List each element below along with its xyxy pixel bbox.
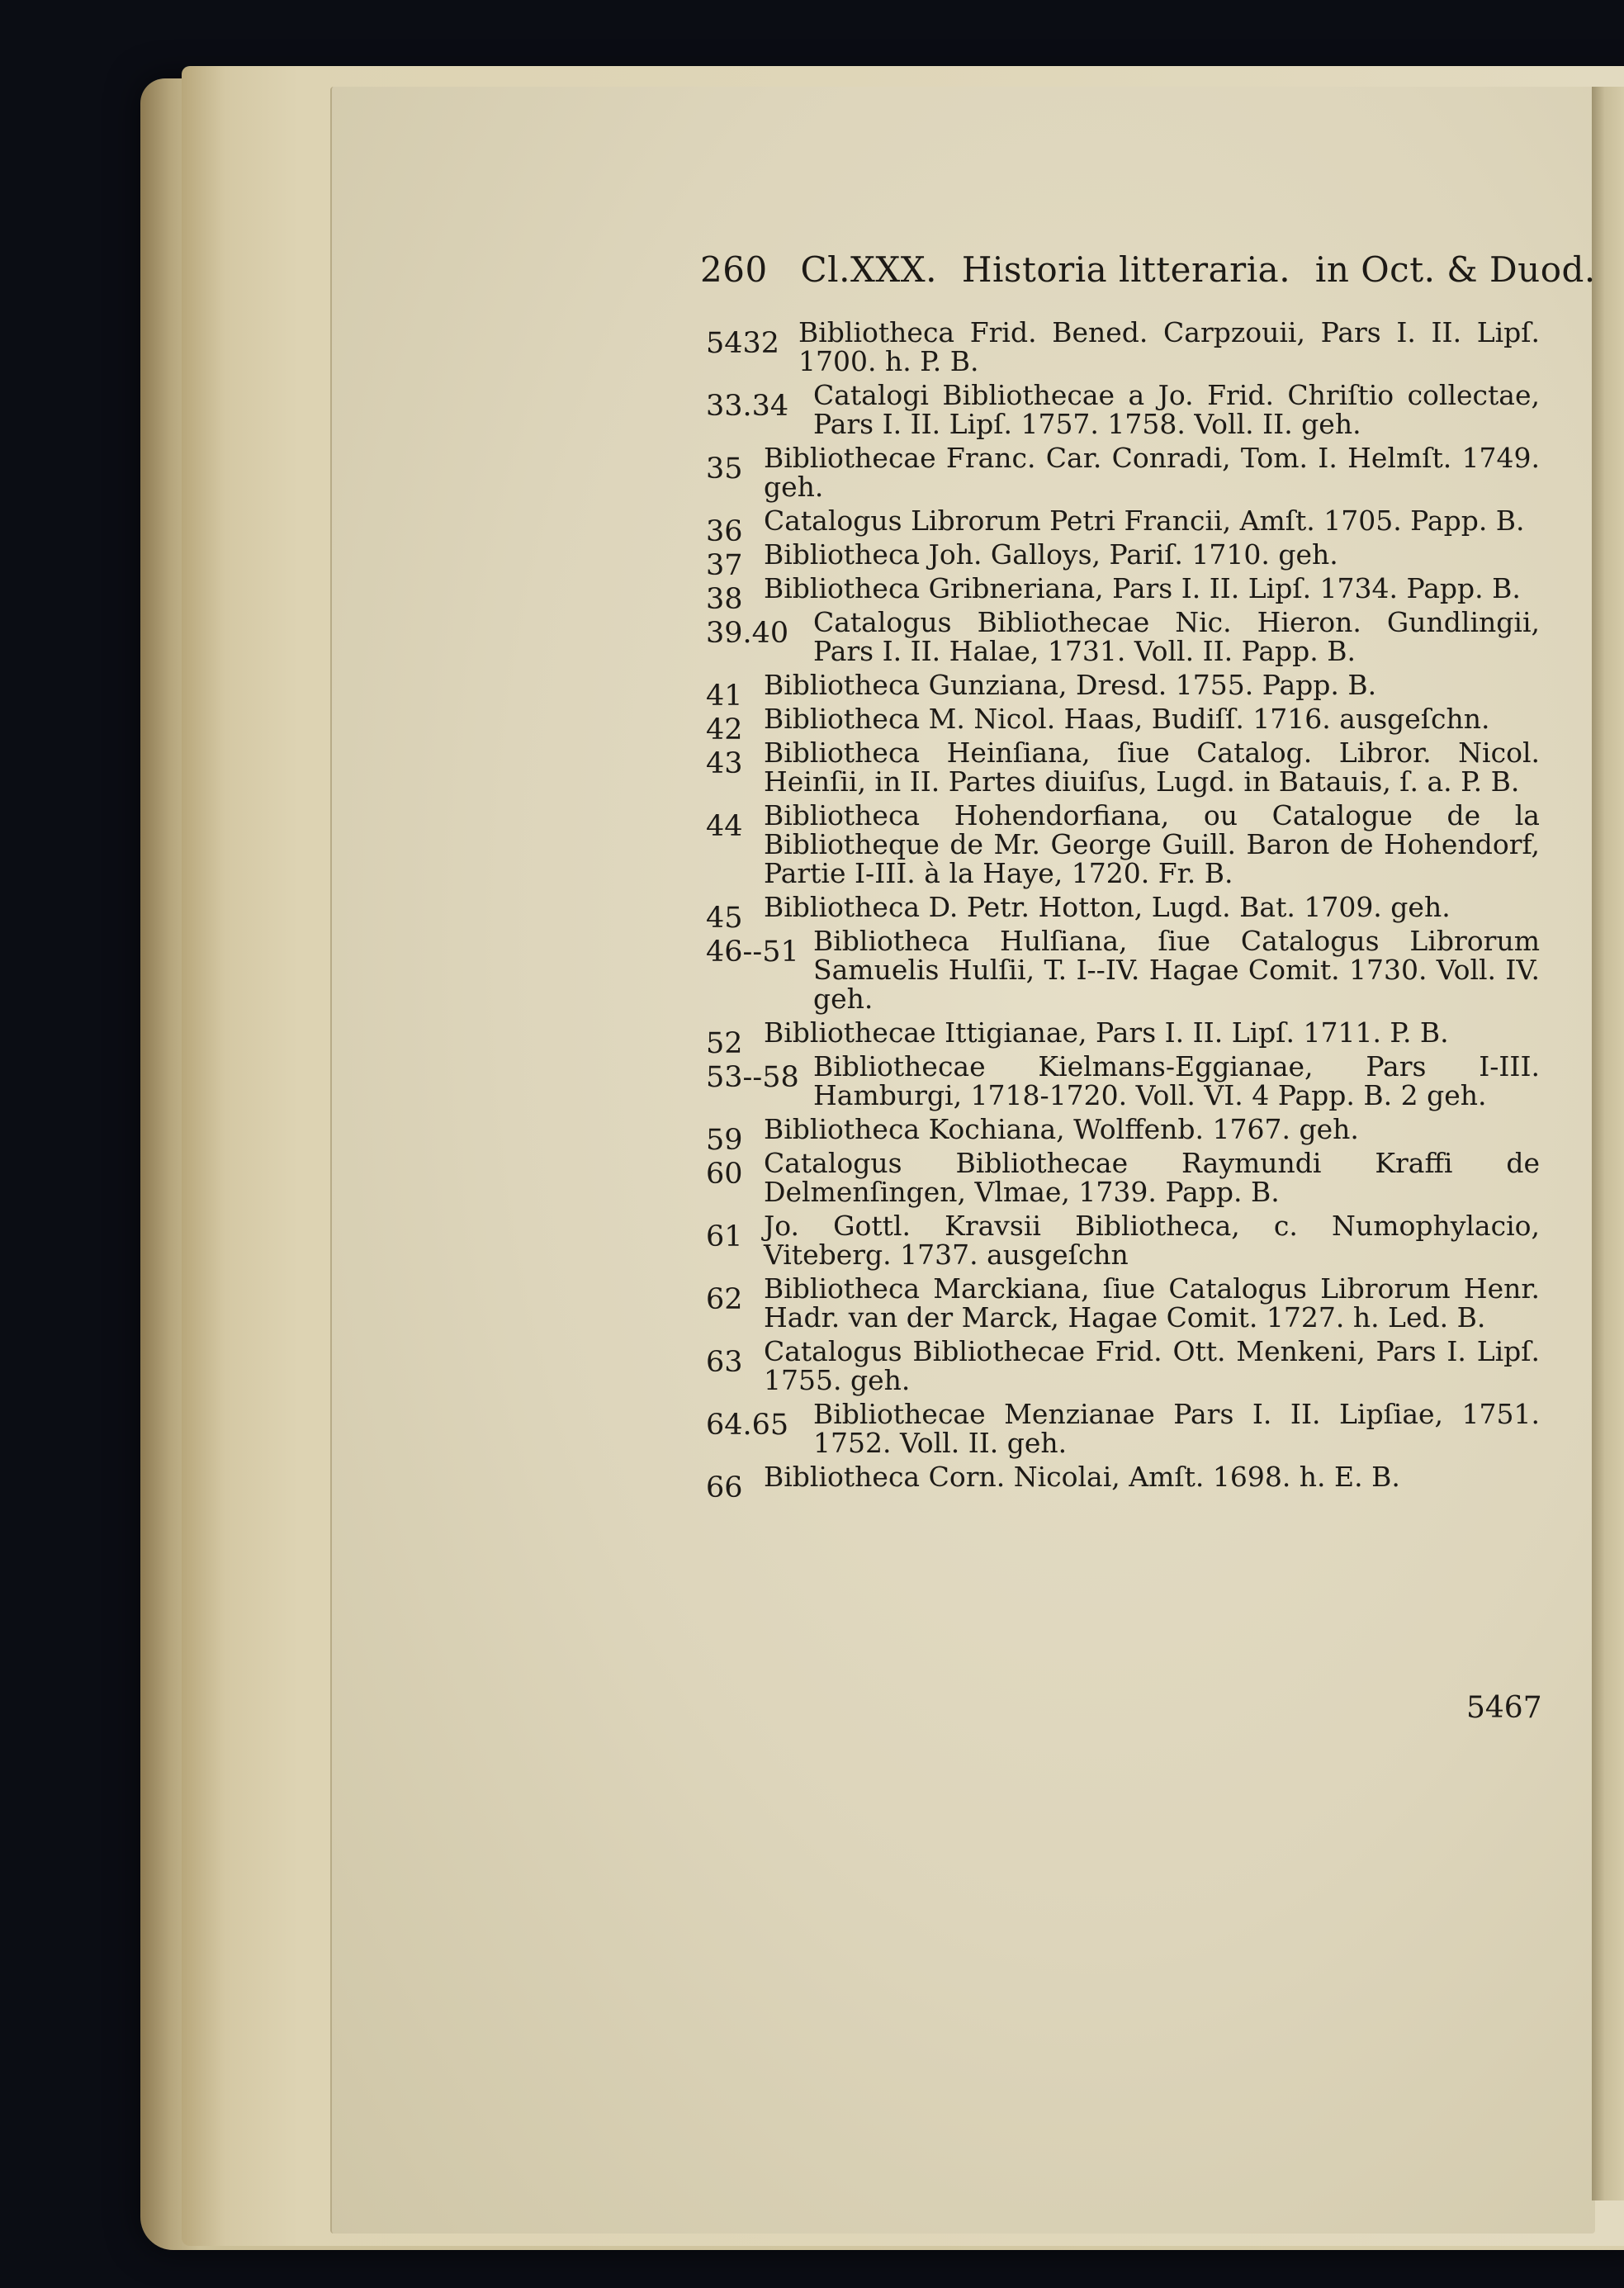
class-label: Cl.XXX. — [800, 249, 938, 290]
catalogue-entry — [706, 1337, 1540, 1395]
catalogue-entry — [706, 443, 1540, 501]
catalogue-entry — [706, 1461, 1540, 1504]
catalogue-entry — [706, 381, 1540, 438]
running-head — [700, 249, 1596, 290]
entry-number: 44 — [706, 810, 743, 843]
entry-text: Bibliotheca Joh. Galloys, Pariſ. 1710. geh. — [764, 538, 1338, 571]
catalogue-entry — [706, 801, 1540, 888]
entry-text: Bibliotheca M. Nicol. Haas, Budiſſ. 1716. ausgeſchn. — [764, 703, 1490, 735]
entry-text: Catalogus Bibliothecae Frid. Ott. Menkeni, Pars I. Lipſ. 1755. geh. — [764, 1335, 1540, 1396]
catalogue-entry — [706, 1113, 1540, 1157]
catalogue-entry — [706, 1149, 1540, 1206]
entry-text: Bibliotheca Kochiana, Wolffenb. 1767. geh. — [764, 1113, 1359, 1145]
entry-text: Bibliotheca Gribneriana, Pars I. II. Lipſ. 1734. Papp. B. — [764, 572, 1521, 604]
entry-number: 35 — [706, 452, 743, 486]
entry-number: 38 — [706, 583, 743, 616]
entry-number: 41 — [706, 680, 743, 713]
entry-text: Bibliothecae Menzianae Pars I. II. Lipſiae, 1751. 1752. Voll. II. geh. — [813, 1398, 1540, 1459]
entry-text: Bibliotheca Marckiana, ſiue Catalogus Librorum Henr. Hadr. van der Marck, Hagae Comit. 1727. h. Led. B. — [764, 1272, 1540, 1333]
entry-text: Bibliothecae Franc. Car. Conradi, Tom. I. Helmſt. 1749. geh. — [764, 442, 1540, 503]
entry-text: Bibliothecae Kielmans-Eggianae, Pars I-III. Hamburgi, 1718-1720. Voll. VI. 4 Papp. B. 2 geh. — [813, 1050, 1540, 1111]
entry-number: 5432 — [706, 327, 780, 360]
entry-number: 37 — [706, 549, 743, 582]
entry-text: Bibliotheca Corn. Nicolai, Amſt. 1698. h. E. B. — [764, 1461, 1400, 1493]
catalogue-entry — [706, 669, 1540, 713]
entry-number: 39.40 — [706, 617, 789, 650]
catalogue-entry — [706, 891, 1540, 935]
entry-number: 36 — [706, 515, 743, 548]
entry-number: 66 — [706, 1471, 743, 1504]
format-label: in Oct. & Duod. — [1314, 249, 1596, 290]
catalogue-entry — [706, 538, 1540, 582]
catalogue-entry — [706, 1211, 1540, 1269]
entry-text: Catalogus Bibliothecae Raymundi Kraffi de Delmenſingen, Vlmae, 1739. Papp. B. — [764, 1147, 1540, 1208]
entry-text: Catalogi Bibliothecae a Jo. Frid. Chriſtio collectae, Pars I. II. Lipſ. 1757. 1758. Voll. II. geh. — [813, 379, 1540, 440]
catalogue-entry — [706, 608, 1540, 666]
entry-text: Jo. Gottl. Kravsii Bibliotheca, c. Numophylacio, Viteberg. 1737. ausgeſchn — [764, 1210, 1540, 1271]
catalogue-entry — [706, 504, 1540, 548]
catalogue-entry — [706, 1016, 1540, 1060]
entry-text: Bibliotheca Frid. Bened. Carpzouii, Pars I. II. Lipſ. 1700. h. P. B. — [798, 316, 1540, 377]
entry-number: 45 — [706, 902, 743, 935]
entry-number: 59 — [706, 1124, 743, 1157]
entry-number: 60 — [706, 1158, 743, 1191]
catalogue-entry — [706, 1052, 1540, 1110]
catalogue-entries — [706, 316, 1540, 1504]
entry-number: 52 — [706, 1027, 743, 1060]
catalogue-entry — [706, 572, 1540, 616]
catalogue-entry — [706, 318, 1540, 376]
catalogue-entry — [706, 1274, 1540, 1332]
entry-text: Bibliothecae Ittigianae, Pars I. II. Lipſ. 1711. P. B. — [764, 1016, 1449, 1049]
entry-text: Catalogus Bibliothecae Nic. Hieron. Gundlingii, Pars I. II. Halae, 1731. Voll. II. Papp. B. — [813, 606, 1540, 667]
entry-text: Bibliotheca Hohendorfiana, ou Catalogue de la Bibliotheque de Mr. George Guill. Baron de Hohendorf, Partie I-III. à la Haye, 1720. Fr. B. — [764, 799, 1540, 889]
catalogue-entry — [706, 703, 1540, 746]
entry-number: 64.65 — [706, 1409, 789, 1442]
entry-number: 43 — [706, 747, 743, 780]
subject-label: Historia litteraria. — [961, 249, 1291, 290]
facing-page-edge — [1592, 87, 1624, 2200]
entry-number: 53--58 — [706, 1061, 799, 1094]
entry-text: Bibliotheca Heinſiana, ſiue Catalog. Libror. Nicol. Heinſii, in II. Partes diuiſus, Lugd. in Batauis, ſ. a. P. B. — [764, 737, 1540, 798]
entry-text: Catalogus Librorum Petri Francii, Amſt. 1705. Papp. B. — [764, 504, 1525, 537]
entry-number: 42 — [706, 713, 743, 746]
catalogue-entry — [706, 738, 1540, 796]
entry-number: 61 — [706, 1220, 743, 1253]
catalogue-entry — [706, 1400, 1540, 1457]
entry-number: 62 — [706, 1283, 743, 1316]
entry-text: Bibliotheca D. Petr. Hotton, Lugd. Bat. 1709. geh. — [764, 891, 1451, 923]
entry-number: 46--51 — [706, 936, 799, 969]
entry-number: 33.34 — [706, 390, 789, 423]
entry-text: Bibliotheca Hulſiana, ſiue Catalogus Librorum Samuelis Hulſii, T. I--IV. Hagae Comit. 1730. Voll. IV. geh. — [813, 925, 1540, 1015]
entry-text: Bibliotheca Gunziana, Dresd. 1755. Papp. B. — [764, 669, 1377, 701]
catalogue-entry — [706, 926, 1540, 1013]
catchword: 5467 — [1466, 1691, 1542, 1725]
page-number: 260 — [700, 249, 768, 290]
entry-number: 63 — [706, 1346, 743, 1379]
